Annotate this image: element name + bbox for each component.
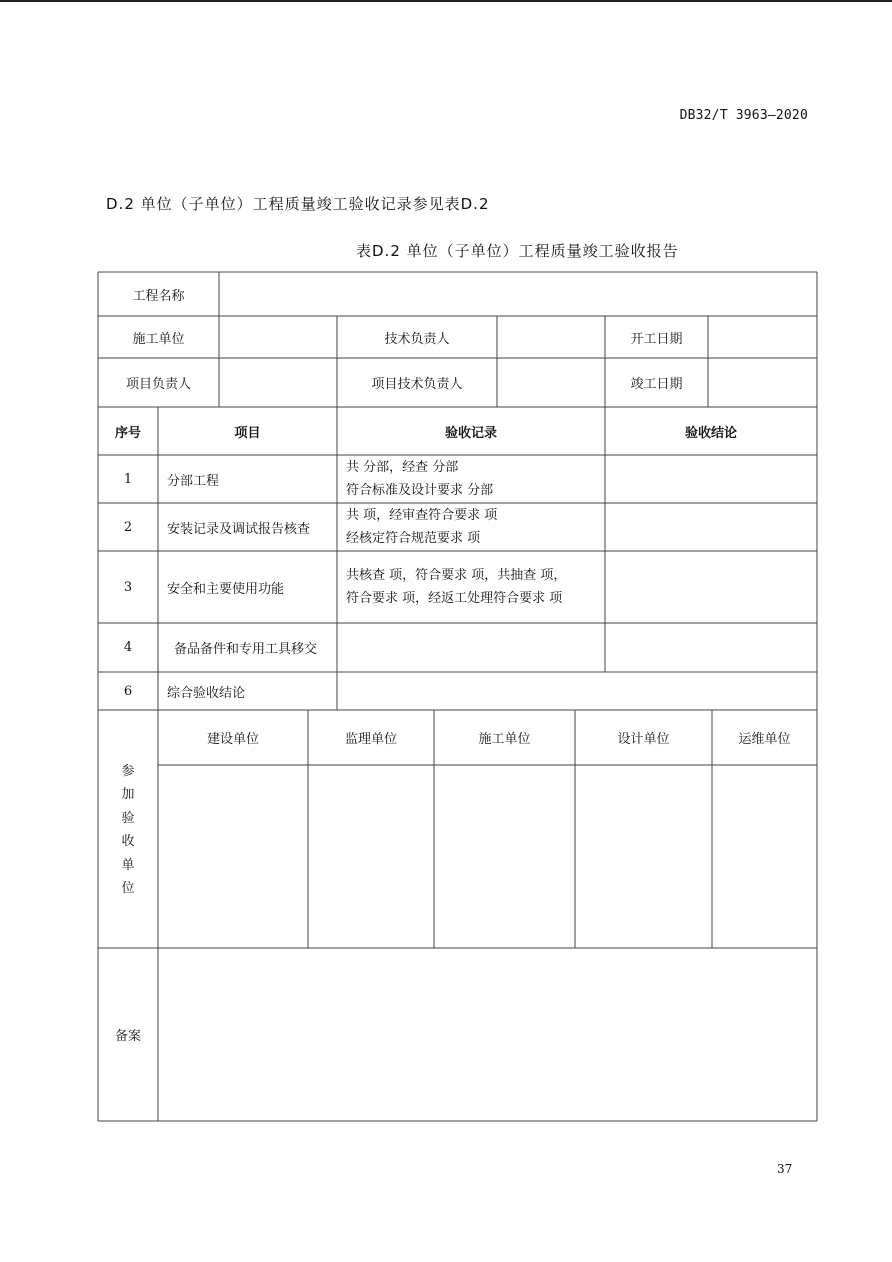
row-number: 2 <box>123 519 133 535</box>
row-item: 备品备件和专用工具移交 <box>174 642 318 657</box>
contractor-field[interactable] <box>219 316 337 358</box>
tech-lead-field[interactable] <box>497 316 605 358</box>
project-manager-field[interactable] <box>219 358 337 407</box>
project-name-label: 工程名称 <box>132 288 185 304</box>
participant-signature-field[interactable] <box>308 765 434 948</box>
participants-side-label-char: 收 <box>121 834 135 850</box>
row-record <box>346 564 566 610</box>
row-conclusion-field[interactable] <box>605 551 817 623</box>
column-header-conclusion: 验收结论 <box>684 425 737 441</box>
document-code: DB32/T 3963—2020 <box>679 108 808 123</box>
column-header-no: 序号 <box>114 425 141 441</box>
page-number: 37 <box>777 1162 793 1176</box>
section-title: D.2 单位（子单位）工程质量竣工验收记录参见表D.2 <box>106 195 490 213</box>
participant-unit-header: 监理单位 <box>344 732 397 747</box>
row-number: 1 <box>123 471 133 487</box>
participant-unit-header: 设计单位 <box>617 732 670 747</box>
row-number: 3 <box>123 579 133 595</box>
tech-lead-label: 技术负责人 <box>384 331 450 347</box>
start-date-label: 开工日期 <box>630 331 683 347</box>
row-conclusion-field[interactable] <box>605 503 817 551</box>
row-item: 分部工程 <box>167 473 220 489</box>
row-conclusion-field[interactable] <box>605 623 817 672</box>
row-item: 安装记录及调试报告核查 <box>167 521 311 537</box>
row-record <box>346 504 497 550</box>
row-record-line: 符合标准及设计要求 分部 <box>346 483 494 498</box>
participant-signature-field[interactable] <box>712 765 817 948</box>
table-caption: 表D.2 单位（子单位）工程质量竣工验收报告 <box>356 242 679 260</box>
participant-signature-field[interactable] <box>575 765 712 948</box>
participant-signature-field[interactable] <box>158 765 308 948</box>
participant-unit-header: 建设单位 <box>206 732 259 747</box>
participants-side-label-char: 参 <box>121 764 135 779</box>
project-tech-lead-field[interactable] <box>497 358 605 407</box>
column-header-item: 项目 <box>234 425 261 441</box>
row-item: 综合验收结论 <box>167 685 246 701</box>
row-number: 6 <box>123 683 133 699</box>
start-date-field[interactable] <box>708 316 817 358</box>
row-record-line: 符合要求 项，经返工处理符合要求 项 <box>346 591 563 606</box>
row-record-line: 经核定符合规范要求 项 <box>346 531 481 546</box>
summary-conclusion-field[interactable] <box>337 672 817 710</box>
row-record-line: 共 分部，经查 分部 <box>346 460 459 475</box>
project-manager-label: 项目负责人 <box>125 377 191 392</box>
column-header-record: 验收记录 <box>444 425 497 441</box>
participants-side-label <box>118 760 138 900</box>
participants-side-label-char: 加 <box>121 787 135 803</box>
row-record <box>346 456 493 502</box>
row-conclusion-field[interactable] <box>605 455 817 503</box>
participant-unit-header: 施工单位 <box>478 732 531 747</box>
row-record-line: 共 项，经审查符合要求 项 <box>346 508 498 523</box>
row-record-line: 共核查 项，符合要求 项，共抽查 项， <box>346 568 567 583</box>
project-tech-lead-label: 项目技术负责人 <box>371 377 463 392</box>
project-name-field[interactable] <box>219 272 817 316</box>
completion-date-label: 竣工日期 <box>630 377 683 392</box>
participants-side-label-char: 位 <box>121 881 135 897</box>
row-number: 4 <box>123 640 133 655</box>
row-item: 安全和主要使用功能 <box>167 581 285 597</box>
contractor-label: 施工单位 <box>132 331 185 347</box>
row-record-field[interactable] <box>337 623 605 672</box>
participant-signature-field[interactable] <box>434 765 575 948</box>
participant-unit-header: 运维单位 <box>738 732 791 747</box>
participants-side-label-char: 验 <box>121 810 135 826</box>
remarks-field[interactable] <box>158 948 817 1121</box>
completion-date-field[interactable] <box>708 358 817 407</box>
participants-side-label-char: 单 <box>121 857 135 873</box>
remarks-label: 备案 <box>114 1029 141 1044</box>
